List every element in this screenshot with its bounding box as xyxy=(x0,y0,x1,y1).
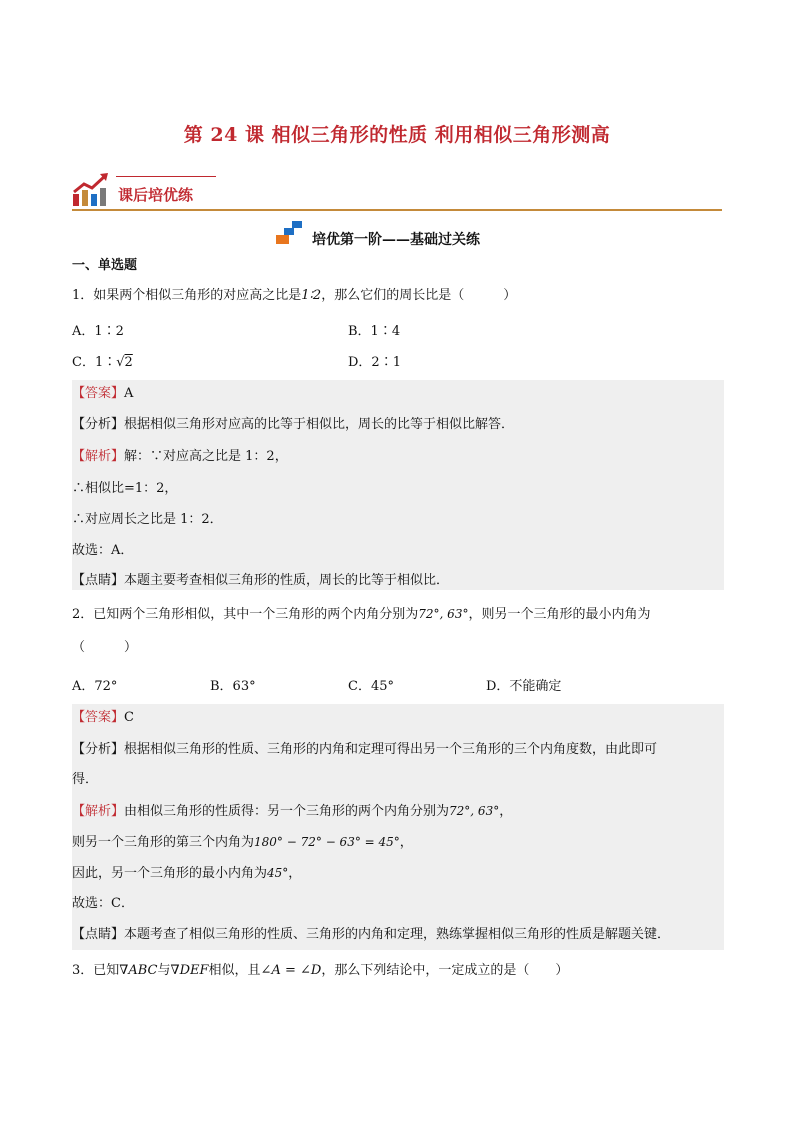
q2-option-b: B．63° xyxy=(210,679,256,694)
q3-stem-part1: 3．已知 xyxy=(72,963,120,978)
q1-solution xyxy=(72,448,288,466)
homework-title: 课后培优练 xyxy=(118,186,194,204)
q2-solution-line1: 由相似三角形的性质得：另一个三角形的两个内角分别为 xyxy=(124,804,450,819)
q1-comment-text: 本题主要考查相似三角形的性质，周长的比等于相似比． xyxy=(124,573,450,588)
stairs-icon xyxy=(272,220,306,246)
q2-solution xyxy=(72,802,512,821)
q3-angle-equality: ∠A = ∠D xyxy=(260,963,322,978)
solution-tag: 【解析】 xyxy=(72,804,125,819)
q2-comment xyxy=(72,926,670,944)
level-title: 培优第一阶——基础过关练 xyxy=(312,232,480,248)
q2-solution-line2-end: ， xyxy=(399,835,413,850)
q1-option-c-radicand: 2 xyxy=(124,355,133,370)
q3-stem xyxy=(72,962,568,980)
q2-solution-line3-text: 因此，另一个三角形的最小内角为 xyxy=(72,866,268,881)
q1-analysis-text: 根据相似三角形对应高的比等于相似比，周长的比等于相似比解答． xyxy=(124,417,515,432)
q2-angles: 72°, 63° xyxy=(418,607,469,621)
q1-ratio: 1∶2 xyxy=(301,288,322,303)
solution-tag: 【解析】 xyxy=(72,449,125,464)
q1-stem-text: 1．如果两个相似三角形的对应高之比是 xyxy=(72,288,302,303)
q2-stem-end: ，则另一个三角形的最小内角为 xyxy=(468,607,651,622)
lesson-title: 第 24 课 相似三角形的性质 利用相似三角形测高 xyxy=(183,124,611,146)
q2-option-d: D．不能确定 xyxy=(486,679,562,694)
q2-solution-line1-end: ， xyxy=(499,804,513,819)
q1-option-c xyxy=(72,354,133,372)
q1-solution-line4: 故选：A． xyxy=(72,543,134,558)
q1-option-a: A．1∶2 xyxy=(72,324,124,339)
q3-stem-part3: 相似，且 xyxy=(208,963,261,978)
q1-option-c-text: C．1∶ xyxy=(72,355,117,370)
q1-analysis xyxy=(72,416,514,434)
q2-solution-line3 xyxy=(72,864,301,883)
q1-stem xyxy=(72,287,516,305)
q1-option-b: B．1∶4 xyxy=(348,324,401,339)
q1-solution-line3: ∴对应周长之比是 1：2． xyxy=(72,512,223,527)
q2-comment-text: 本题考查了相似三角形的性质、三角形的内角和定理，熟练掌握相似三角形的性质是解题关键． xyxy=(124,927,671,942)
q1-answer xyxy=(72,385,133,403)
q3-stem-part2: 与 xyxy=(157,963,171,978)
q2-stem-text: 2．已知两个三角形相似，其中一个三角形的两个内角分别为 xyxy=(72,607,419,622)
q2-angle-calc: 180° − 72° − 63° = 45° xyxy=(254,835,400,849)
q2-answer xyxy=(72,709,134,727)
q2-analysis xyxy=(72,741,657,759)
homework-header xyxy=(72,170,722,214)
q2-solution-line3-end: ， xyxy=(288,866,302,881)
q2-answer-value: C xyxy=(124,710,134,725)
answer-tag: 【答案】 xyxy=(72,386,125,401)
header-accent-line xyxy=(116,176,216,177)
growth-chart-icon xyxy=(72,172,110,208)
q1-answer-value: A xyxy=(124,386,134,401)
answer-tag: 【答案】 xyxy=(72,710,125,725)
q2-solution-line2-text: 则另一个三角形的第三个内角为 xyxy=(72,835,255,850)
analysis-tag: 【分析】 xyxy=(72,417,125,432)
q3-stem-part4: ，那么下列结论中，一定成立的是（ ） xyxy=(321,963,569,978)
q2-stem xyxy=(72,605,650,624)
q3-triangle-abc: ∇ABC xyxy=(119,963,158,978)
q1-stem-end: ，那么它们的周长比是（ ） xyxy=(321,288,517,303)
q2-analysis-line1: 根据相似三角形的性质、三角形的内角和定理可得出另一个三角形的三个内角度数，由此即可 xyxy=(124,742,658,757)
q1-solution-line2: ∴相似比=1：2， xyxy=(72,481,178,496)
section-heading: 一、单选题 xyxy=(72,258,138,273)
q2-paren: （ ） xyxy=(72,640,138,655)
q2-solution-angles: 72°, 63° xyxy=(449,804,500,818)
analysis-tag: 【分析】 xyxy=(72,742,125,757)
q1-option-d: D．2∶1 xyxy=(348,355,401,370)
q1-comment xyxy=(72,572,449,590)
q2-solution-line2 xyxy=(72,833,413,852)
comment-tag: 【点睛】 xyxy=(72,573,125,588)
q2-min-angle: 45° xyxy=(267,866,289,880)
header-rule xyxy=(72,209,722,211)
sqrt-symbol: √ xyxy=(116,355,125,370)
comment-tag: 【点睛】 xyxy=(72,927,125,942)
q1-solution-line1: 解：∵对应高之比是 1：2， xyxy=(124,449,288,464)
q2-solution-line4: 故选：C． xyxy=(72,896,134,911)
q2-option-c: C．45° xyxy=(348,679,394,694)
q2-option-a: A．72° xyxy=(72,679,118,694)
q2-analysis-line2: 得． xyxy=(72,772,99,787)
q3-triangle-def: ∇DEF xyxy=(170,963,209,978)
